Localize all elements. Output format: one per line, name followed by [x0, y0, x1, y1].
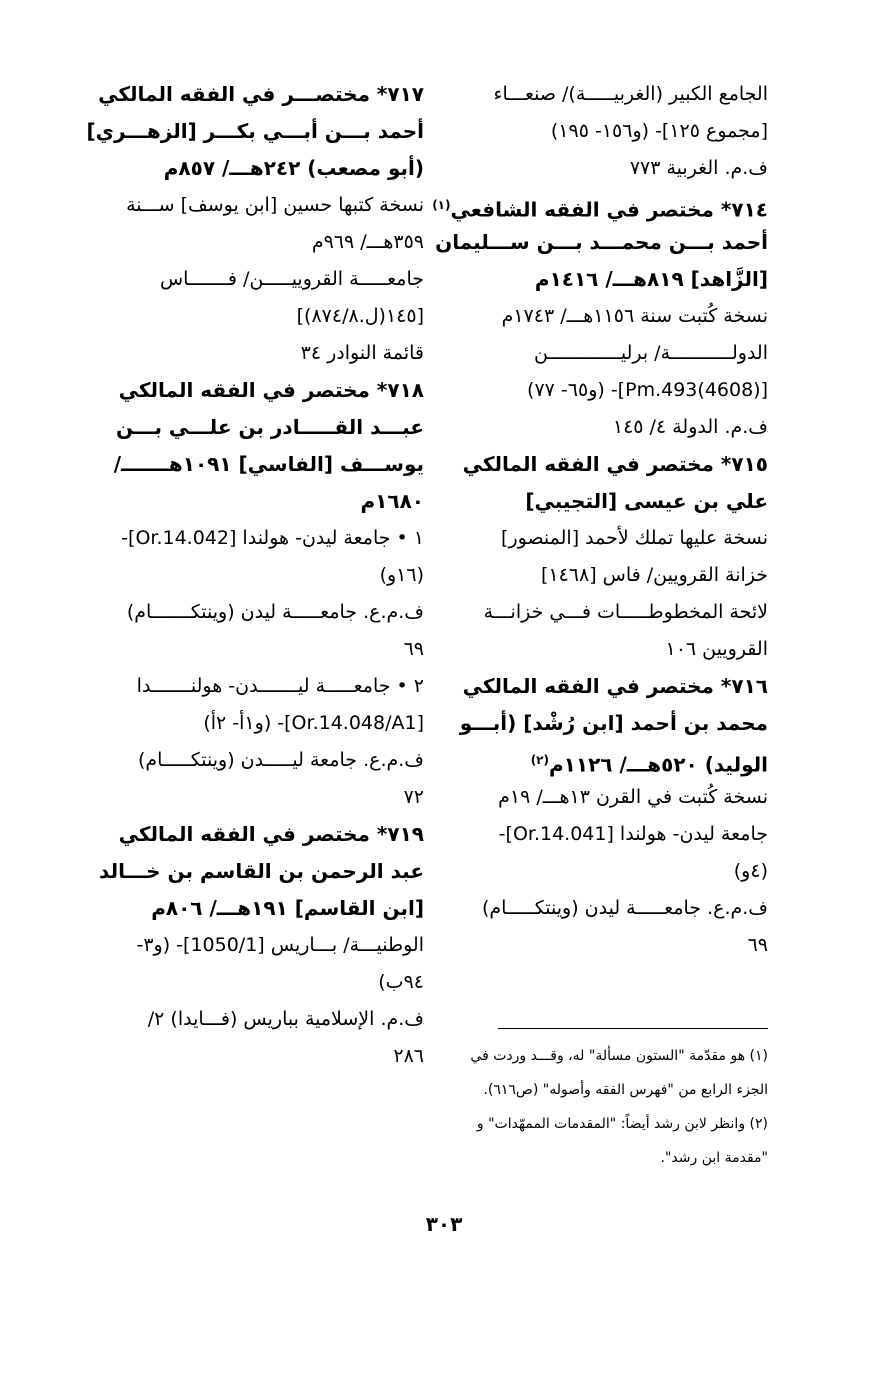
line-text: ف.م. الغربية ٧٧٣: [629, 157, 768, 179]
text-line: [134, 335, 424, 372]
line-text: نسخة كتبها حسين [ابن يوسف] ســـنة: [126, 194, 424, 216]
text-line: [134, 705, 424, 742]
author-line: [115, 409, 424, 446]
text-line: [468, 150, 768, 187]
line-text: عبـــد القـــــادر بن علـــي بـــن: [115, 415, 424, 439]
line-text: [ابن القاسم] ١٩١هـــ/ ٨٠٦م: [151, 896, 424, 920]
entry-title: [462, 668, 768, 705]
line-text: ٧١٥* مختصر في الفقه المالكي: [462, 452, 768, 476]
text-line: [468, 113, 768, 150]
entry-title: [432, 187, 768, 224]
line-text: يوســـف [الفاسي] ١٠٩١هـــــــ/: [113, 452, 424, 476]
text-line: [134, 668, 424, 705]
author-line: [459, 705, 768, 742]
text-line: [121, 520, 424, 557]
line-text: ٧١٤* مختصر في الفقه الشافعي: [450, 197, 768, 222]
footnote-marker: (٢): [530, 753, 549, 767]
line-text: جامعة ليدن- هولندا [Or.14.041]-: [498, 823, 768, 845]
text-line: [468, 816, 768, 853]
text-line: [134, 742, 424, 779]
line-text: ٧١٧* مختصـــر في الفقه المالكي: [98, 82, 424, 106]
author-line: [468, 261, 768, 298]
line-text: قائمة النوادر ٣٤: [300, 342, 424, 364]
line-text: ٧١٨* مختصر في الفقه المالكي: [118, 378, 424, 402]
footnote-line: (١) هو مقدّمة "الستون مسألة" له، وقـــد وردت في: [470, 1048, 768, 1064]
text-line: [468, 927, 768, 964]
text-line: [134, 224, 424, 261]
author-line: [134, 483, 424, 520]
author-line: [468, 483, 768, 520]
line-text: أحمد بـــن محمـــد بـــن ســـليمان: [435, 230, 768, 254]
line-text: جامعـــــة القروييـــــن/ فـــــــاس: [159, 268, 424, 290]
line-text: [(4608)Pm.493]- (و٦٥- ٧٧): [527, 379, 768, 401]
footnotes: [468, 1028, 768, 1175]
line-text: نسخة عليها تملك لأحمد [المنصور]: [501, 527, 768, 549]
line-text: ف.م.ع. جامعة ليـــــدن (وينتكـــــام): [137, 749, 424, 771]
text-line: [468, 594, 768, 631]
footnote-marker: (١): [432, 198, 451, 212]
line-text: عبد الرحمن بن القاسم بن خـــالد: [99, 859, 424, 883]
text-line: [468, 779, 768, 816]
footnote-line: (٢) وانظر لابن رشد أيضاً: "المقدمات الممهّدات" و: [476, 1116, 768, 1132]
text-line: [134, 927, 424, 964]
line-text: ١ • جامعة ليدن- هولندا [Or.14.042]-: [121, 527, 424, 549]
entry-title: [98, 76, 424, 113]
line-text: ف.م. الإسلامية بباريس (فـــايدا) ٢/: [147, 1008, 424, 1030]
line-text: ٩٤ب): [378, 971, 424, 993]
line-text: ١٦٨٠م: [360, 489, 424, 513]
author-line: [99, 853, 424, 890]
entry-title: [118, 816, 424, 853]
author-line: [86, 113, 424, 150]
text-line: [134, 631, 424, 668]
line-text: ٧١٩* مختصر في الفقه المالكي: [118, 822, 424, 846]
text-line: [468, 335, 768, 372]
text-line: [134, 1001, 424, 1038]
text-line: [134, 964, 424, 1001]
entry-title: [118, 372, 424, 409]
author-line: [134, 890, 424, 927]
line-text: [١٤٥(ل.٨٧٤/٨)]: [296, 305, 424, 327]
line-text: ٦٩: [747, 934, 768, 956]
footnote-line: الجزء الرابع من "فهرس الفقه وأصوله" (ص٦١٦).: [483, 1082, 768, 1098]
footnote-line: "مقدمة ابن رشد".: [660, 1150, 768, 1166]
line-text: ف.م.ع. جامعـــــة ليدن (وينتكـــــام): [481, 897, 768, 919]
text-line: [134, 1038, 424, 1075]
left-column: [86, 76, 424, 1075]
text-line: [468, 409, 768, 446]
line-text: علي بن عيسى [التجيبي]: [525, 489, 768, 513]
page-number: ٣٠٣: [425, 1212, 463, 1236]
text-line: [468, 890, 768, 927]
line-text: [الزَّاهد] ٨١٩هـــ/ ١٤١٦م: [534, 267, 768, 291]
line-text: (١٦و): [379, 564, 424, 586]
line-text: ف.م. الدولة ٤/ ١٤٥: [612, 416, 768, 438]
line-text: الجامع الكبير (الغربيـــــة)/ صنعـــاء: [493, 83, 768, 105]
text-line: [126, 187, 424, 224]
text-line: [468, 557, 768, 594]
text-line: [468, 520, 768, 557]
line-text: ٢ • جامعـــــة ليـــــــدن- هولنـــــــدا: [136, 675, 424, 697]
line-text: خزانة القرويين/ فاس [١٤٦٨]: [540, 564, 768, 586]
line-text: نسخة كُتبت في القرن ١٣هـــ/ ١٩م: [498, 786, 768, 808]
line-text: ٢٨٦: [393, 1045, 424, 1067]
line-text: ٣٥٩هـــ/ ٩٦٩م: [311, 231, 424, 253]
text-line: [468, 631, 768, 668]
line-text: محمد بن أحمد [ابن رُشْد] (أبـــو: [459, 711, 768, 735]
text-line: [468, 298, 768, 335]
line-text: ٦٩: [403, 638, 424, 660]
right-column: [432, 76, 768, 964]
text-line: [134, 261, 424, 298]
line-text: [Or.14.048/A1]- (و١أ- ٢أ): [203, 712, 424, 734]
line-text: الدولـــــــــــة/ برليـــــــــــــن: [534, 342, 768, 364]
author-line: [113, 446, 424, 483]
line-text: الوطنيـــة/ بـــاريس [1050/1]- (و٣-: [136, 934, 424, 956]
footnote-separator: [498, 1028, 768, 1029]
text-line: [134, 557, 424, 594]
author-line: [435, 224, 768, 261]
text-line: [468, 372, 768, 409]
line-text: [مجموع ١٢٥]- (و١٥٦- ١٩٥): [550, 120, 768, 142]
line-text: ٧١٦* مختصر في الفقه المالكي: [462, 674, 768, 698]
line-text: (أبو مصعب) ٢٤٢هـــ/ ٨٥٧م: [163, 156, 424, 180]
line-text: أحمد بـــن أبـــي بكـــر [الزهـــري]: [86, 119, 424, 143]
line-text: الوليد) ٥٢٠هـــ/ ١١٢٦م: [548, 752, 768, 777]
line-text: نسخة كُتبت سنة ١١٥٦هـــ/ ١٧٤٣م: [501, 305, 768, 327]
text-line: [134, 779, 424, 816]
text-line: [126, 594, 424, 631]
line-text: ٧٢: [403, 786, 424, 808]
author-line: [134, 150, 424, 187]
line-text: لائحة المخطوطـــــات فـــي خزانـــة: [483, 601, 768, 623]
line-text: (٤و): [733, 860, 768, 882]
line-text: ف.م.ع. جامعـــــة ليدن (وينتكـــــــام): [126, 601, 424, 623]
author-line: [468, 742, 768, 779]
text-line: [468, 76, 768, 113]
text-line: [134, 298, 424, 335]
text-line: [468, 853, 768, 890]
line-text: القرويين ١٠٦: [665, 638, 768, 660]
entry-title: [462, 446, 768, 483]
